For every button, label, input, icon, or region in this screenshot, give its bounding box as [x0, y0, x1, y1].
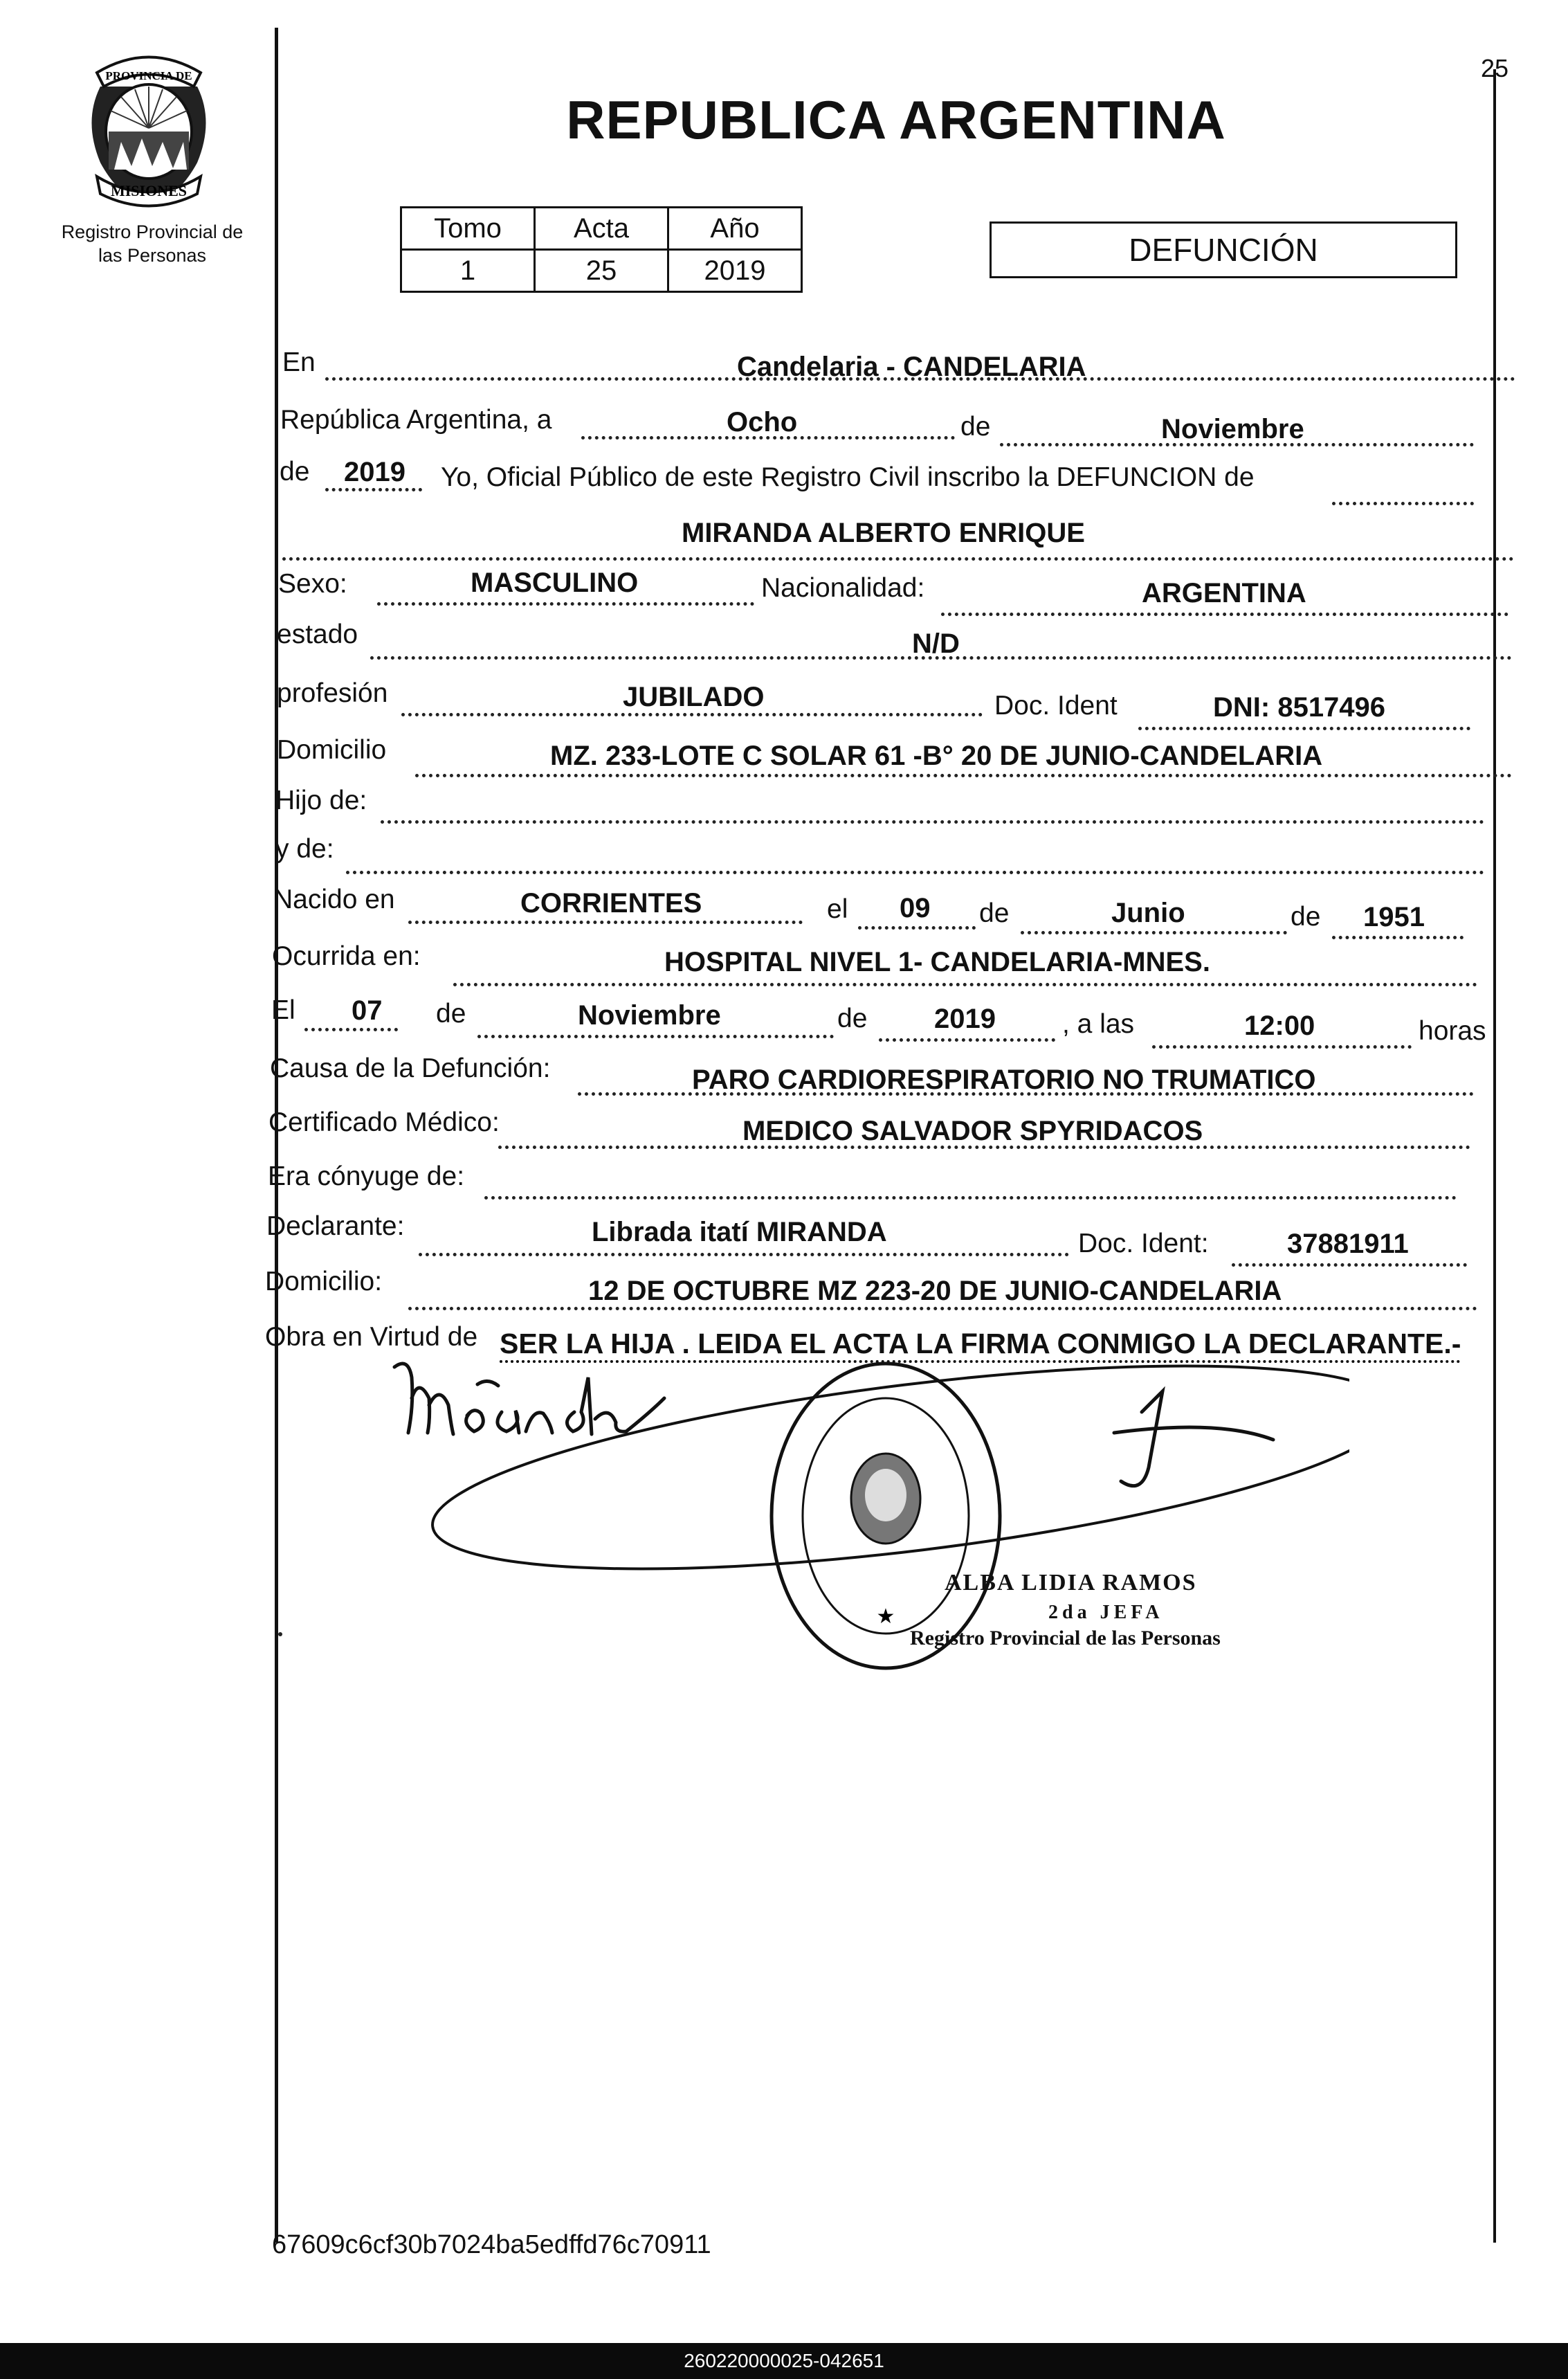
deceased-name: MIRANDA ALBERTO ENRIQUE	[682, 518, 1085, 548]
table-header-acta: Acta	[535, 208, 668, 250]
death-time: 12:00	[1244, 1011, 1315, 1041]
official-name: ALBA LIDIA RAMOS	[945, 1570, 1197, 1595]
republica-label: República Argentina, a	[280, 405, 552, 435]
year-value: 2019	[344, 457, 405, 487]
ocurrida-dotted-line	[453, 983, 1477, 986]
name-dotted-line	[282, 557, 1514, 561]
birth-day-dotted-line	[858, 926, 976, 930]
domicilio-value: MZ. 233-LOTE C SOLAR 61 -B° 20 DE JUNIO-CANDELARIA	[550, 741, 1323, 771]
table-value-ano: 2019	[668, 250, 802, 292]
de-label-1: de	[960, 412, 991, 442]
estado-label: estado	[277, 619, 358, 649]
registry-caption	[42, 220, 263, 267]
year-dotted-line	[325, 488, 422, 491]
birth-day: 09	[900, 893, 931, 923]
table-value-tomo: 1	[401, 250, 535, 292]
coat-of-arms-logo	[80, 45, 218, 208]
official-signature	[1114, 1391, 1273, 1486]
doc-ident-dotted-line	[1138, 727, 1470, 730]
logo-text-top: PROVINCIA DE	[105, 69, 192, 82]
official-registry: Registro Provincial de las Personas	[910, 1627, 1221, 1649]
yde-dotted-line	[346, 871, 1484, 874]
sexo-dotted-line	[377, 602, 754, 606]
table-value-acta: 25	[535, 250, 668, 292]
birth-month: Junio	[1111, 898, 1185, 928]
domicilio2-dotted-line	[408, 1307, 1477, 1310]
ocurrida-value: HOSPITAL NIVEL 1- CANDELARIA-MNES.	[664, 947, 1210, 977]
doc-ident2-dotted-line	[1232, 1263, 1467, 1267]
declarante-value: Librada itatí MIRANDA	[592, 1217, 887, 1247]
declarant-signature	[394, 1364, 664, 1434]
el-label: el	[827, 894, 848, 924]
horas-label: horas	[1419, 1016, 1486, 1046]
doc-ident2-value: 37881911	[1287, 1229, 1409, 1259]
hijo-label: Hijo de:	[275, 786, 367, 815]
de-label-2: de	[280, 457, 310, 487]
declarante-label: Declarante:	[266, 1211, 405, 1241]
sexo-value: MASCULINO	[471, 568, 639, 598]
doc-ident2-label: Doc. Ident:	[1078, 1229, 1209, 1258]
death-month: Noviembre	[578, 1000, 721, 1031]
inscribo-text: Yo, Oficial Público de este Registro Civil inscribo la DEFUNCION de	[441, 462, 1255, 492]
en-value: Candelaria - CANDELARIA	[737, 352, 1086, 382]
de-label-4: de	[1291, 902, 1321, 932]
birth-year-dotted-line	[1332, 936, 1464, 939]
sexo-label: Sexo:	[278, 569, 347, 599]
en-label: En	[282, 347, 316, 377]
table-header-tomo: Tomo	[401, 208, 535, 250]
nacionalidad-label: Nacionalidad:	[761, 573, 925, 603]
month-value: Noviembre	[1161, 414, 1304, 444]
page-number: 25	[1481, 54, 1509, 82]
official-role: 2da JEFA	[1048, 1602, 1164, 1623]
logo-text-bottom: MISIONES	[110, 182, 188, 199]
estado-value: N/D	[912, 628, 960, 659]
domicilio2-label: Domicilio:	[265, 1267, 383, 1296]
signature-stamp-area	[388, 1357, 1349, 1703]
death-day: 07	[352, 995, 383, 1026]
nacionalidad-value: ARGENTINA	[1142, 578, 1306, 608]
document-type-box: DEFUNCIÓN	[990, 221, 1457, 278]
profesion-label: profesión	[277, 678, 388, 708]
nacido-value: CORRIENTES	[520, 888, 702, 919]
ocurrida-label: Ocurrida en:	[272, 941, 421, 971]
svg-text:★: ★	[876, 1605, 895, 1628]
domicilio2-value: 12 DE OCTUBRE MZ 223-20 DE JUNIO-CANDELARIA	[588, 1276, 1282, 1306]
nacido-dotted-line	[408, 921, 803, 924]
death-day-dotted-line	[304, 1028, 398, 1031]
conyuge-label: Era cónyuge de:	[268, 1161, 465, 1191]
document-title: REPUBLICA ARGENTINA	[566, 89, 1226, 150]
day-value: Ocho	[727, 407, 798, 437]
alas-label: , a las	[1062, 1009, 1135, 1039]
profesion-value: JUBILADO	[623, 682, 765, 712]
certificado-value: MEDICO SALVADOR SPYRIDACOS	[742, 1116, 1203, 1146]
nacido-label: Nacido en	[273, 885, 395, 914]
stray-dot	[278, 1632, 282, 1636]
barcode-footer: 260220000025-042651	[0, 2343, 1568, 2379]
de-label-3: de	[979, 898, 1010, 928]
de-label-5: de	[436, 999, 466, 1029]
right-border-line	[1493, 69, 1496, 2243]
hijo-dotted-line	[381, 820, 1484, 824]
inscribo-dotted-line	[1332, 502, 1474, 505]
certificado-label: Certificado Médico:	[268, 1107, 500, 1137]
doc-ident-value: DNI: 8517496	[1213, 692, 1386, 723]
death-month-dotted-line	[477, 1035, 834, 1038]
el2-label: El	[271, 995, 295, 1025]
nacionalidad-dotted-line	[941, 613, 1508, 616]
obra-label: Obra en Virtud de	[265, 1322, 478, 1352]
domicilio-label: Domicilio	[277, 735, 387, 765]
birth-year: 1951	[1363, 902, 1425, 932]
death-year: 2019	[934, 1004, 996, 1034]
registry-line-2: las Personas	[98, 245, 207, 266]
table-header-ano: Año	[668, 208, 802, 250]
doc-ident-label: Doc. Ident	[994, 691, 1118, 721]
registry-line-1: Registro Provincial de	[61, 221, 244, 242]
declarante-dotted-line	[419, 1253, 1069, 1256]
document-hash: 67609c6cf30b7024ba5edffd76c70911	[272, 2230, 711, 2259]
death-year-dotted-line	[879, 1038, 1055, 1042]
candelaria-stamp	[772, 1364, 1000, 1668]
causa-value: PARO CARDIORESPIRATORIO NO TRUMATICO	[692, 1065, 1316, 1095]
registry-table	[400, 206, 803, 293]
profesion-dotted-line	[401, 713, 983, 716]
causa-label: Causa de la Defunción:	[270, 1053, 551, 1083]
domicilio-dotted-line	[415, 774, 1512, 777]
obra-value: SER LA HIJA . LEIDA EL ACTA LA FIRMA CONMIGO LA DECLARANTE.-	[500, 1328, 1461, 1359]
conyuge-dotted-line	[484, 1196, 1457, 1200]
death-time-dotted-line	[1152, 1045, 1412, 1049]
birth-month-dotted-line	[1021, 931, 1287, 934]
de-label-6: de	[837, 1004, 868, 1033]
yde-label: y de:	[275, 834, 334, 864]
